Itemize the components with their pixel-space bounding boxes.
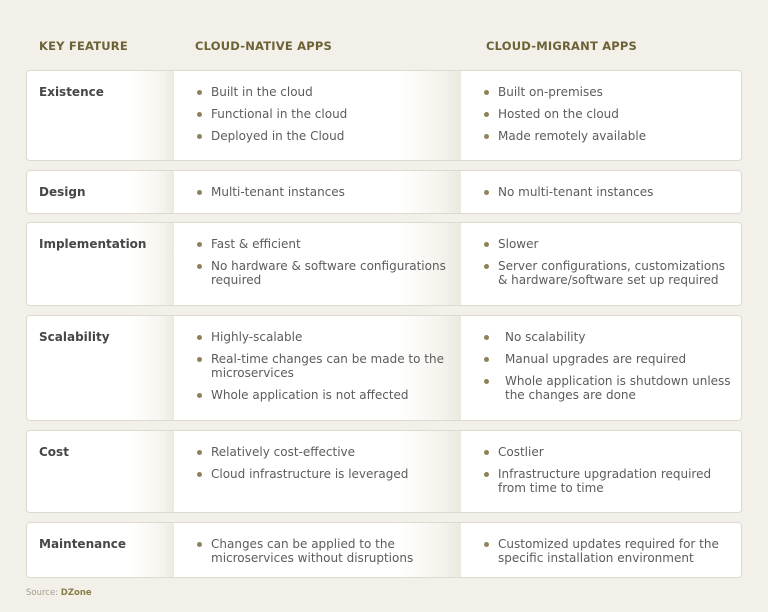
- migrant-cell: [461, 223, 741, 305]
- list-item: Cloud infrastructure is leveraged: [196, 467, 446, 481]
- feature-label: Scalability: [39, 330, 110, 344]
- native-cell: [174, 223, 461, 305]
- list-item: Changes can be applied to the microservices without disruptions: [196, 537, 446, 565]
- native-list: [196, 237, 446, 295]
- feature-cell: [27, 171, 174, 213]
- list-item: No scalability: [483, 330, 733, 344]
- header-cloud-native: CLOUD-NATIVE APPS: [195, 39, 332, 53]
- source-label: Source:: [26, 588, 59, 598]
- migrant-cell: [461, 71, 741, 160]
- list-item: No hardware & software configurations required: [196, 259, 446, 287]
- feature-cell: [27, 316, 174, 420]
- source-attribution: [26, 588, 92, 598]
- native-cell: [174, 523, 461, 577]
- list-item: Highly-scalable: [196, 330, 446, 344]
- feature-cell: [27, 223, 174, 305]
- migrant-cell: [461, 523, 741, 577]
- source-name: DZone: [60, 588, 92, 598]
- list-item: Whole application is not affected: [196, 388, 446, 402]
- list-item: Built on-premises: [483, 85, 733, 99]
- native-list: [196, 185, 446, 207]
- list-item: Infrastructure upgradation required from time to time: [483, 467, 733, 495]
- migrant-list: [483, 237, 733, 295]
- table-row-cost: [26, 430, 742, 513]
- list-item: Functional in the cloud: [196, 107, 446, 121]
- table-row-scalability: [26, 315, 742, 421]
- feature-label: Cost: [39, 445, 69, 459]
- table-row-existence: [26, 70, 742, 161]
- migrant-list: [483, 445, 733, 503]
- list-item: Made remotely available: [483, 129, 733, 143]
- table-row-design: [26, 170, 742, 214]
- native-list: [196, 537, 446, 573]
- feature-label: Existence: [39, 85, 104, 99]
- list-item: Server configurations, customizations & hardware/software set up required: [483, 259, 733, 287]
- native-list: [196, 330, 446, 410]
- list-item: Multi-tenant instances: [196, 185, 446, 199]
- list-item: Whole application is shutdown unless the changes are done: [483, 374, 733, 402]
- list-item: Built in the cloud: [196, 85, 446, 99]
- header-cloud-migrant: CLOUD-MIGRANT APPS: [486, 39, 638, 53]
- feature-cell: [27, 523, 174, 577]
- migrant-cell: [461, 431, 741, 512]
- migrant-cell: [461, 316, 741, 420]
- list-item: No multi-tenant instances: [483, 185, 733, 199]
- feature-cell: [27, 431, 174, 512]
- feature-label: Implementation: [39, 237, 147, 251]
- native-cell: [174, 71, 461, 160]
- list-item: Real-time changes can be made to the microservices: [196, 352, 446, 380]
- list-item: Relatively cost-effective: [196, 445, 446, 459]
- list-item: Hosted on the cloud: [483, 107, 733, 121]
- table-row-maintenance: [26, 522, 742, 578]
- list-item: Costlier: [483, 445, 733, 459]
- migrant-list: [483, 537, 733, 573]
- native-list: [196, 85, 446, 151]
- native-cell: [174, 431, 461, 512]
- table-row-implementation: [26, 222, 742, 306]
- list-item: Deployed in the Cloud: [196, 129, 446, 143]
- header-key-feature: KEY FEATURE: [39, 39, 128, 53]
- migrant-cell: [461, 171, 741, 213]
- native-list: [196, 445, 446, 489]
- migrant-list: [483, 185, 733, 207]
- native-cell: [174, 171, 461, 213]
- list-item: Slower: [483, 237, 733, 251]
- list-item: Fast & efficient: [196, 237, 446, 251]
- feature-label: Design: [39, 185, 86, 199]
- list-item: Manual upgrades are required: [483, 352, 733, 366]
- migrant-list: [483, 85, 733, 151]
- feature-cell: [27, 71, 174, 160]
- native-cell: [174, 316, 461, 420]
- feature-label: Maintenance: [39, 537, 127, 551]
- list-item: Customized updates required for the specific installation environment: [483, 537, 733, 565]
- migrant-list: [483, 330, 733, 410]
